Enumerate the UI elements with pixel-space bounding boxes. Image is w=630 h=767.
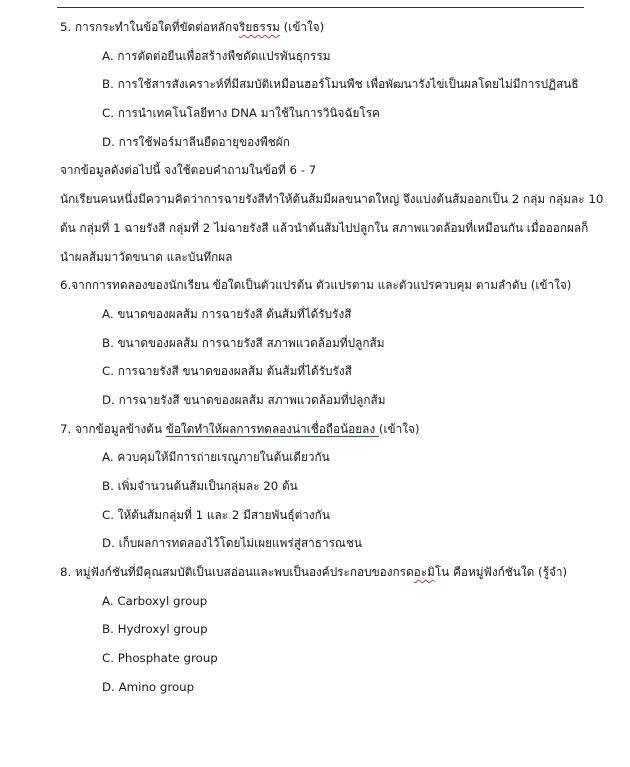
passage-line: นักเรียนคนหนึ่งมีความคิดว่าการฉายรังสีทำให้ต้นส้มมีผลขนาดใหญ่ จึงแบ่งต้นส้มออกเป็น 2 กลุ่ม กลุ่มละ 10 bbox=[60, 192, 604, 207]
q7-option-a: A. ควบคุมให้มีการถ่ายเรณูภายในต้นเดียวกัน bbox=[102, 450, 330, 465]
q5-option-a: A. การตัดต่อยีนเพื่อสร้างพืชดัดแปรพันธุกรรม bbox=[102, 48, 331, 63]
question-6: 6.จากการทดลองของนักเรียน ข้อใดเป็นตัวแปรต้น ตัวแปรตาม และตัวแปรควบคุม ตามลำดับ (เข้าใจ) bbox=[60, 278, 572, 293]
document-body bbox=[0, 13, 630, 702]
passage-line: นำผลส้มมาวัดขนาด และบันทึกผล bbox=[60, 249, 233, 264]
top-rule bbox=[57, 7, 584, 8]
q7-option-c: C. ให้ต้นส้มกลุ่มที่ 1 และ 2 มีสายพันธุ์ต่างกัน bbox=[102, 507, 330, 522]
q6-option-d: D. การฉายรังสี ขนาดของผลส้ม สภาพแวดล้อมที่ปลูกส้ม bbox=[102, 392, 386, 407]
q8-option-a: A. Carboxyl group bbox=[102, 593, 208, 608]
question-5-level: (เข้าใจ) bbox=[279, 20, 325, 34]
q6-option-b: B. ขนาดของผลส้ม การฉายรังสี สภาพแวดล้อมที่ปลูกส้ม bbox=[102, 335, 385, 350]
question-7-prefix: 7. จากข้อมูลข้างต้น bbox=[60, 421, 166, 436]
question-8-text: 8. หมู่ฟังก์ชันที่มีคุณสมบัติเป็นเบสอ่อนและพบเป็นองค์ประกอบของกรด bbox=[60, 565, 414, 580]
q6-option-a: A. ขนาดของผลส้ม การฉายรังสี ต้นส้มที่ได้รับรังสี bbox=[102, 306, 352, 321]
q5-option-d: D. การใช้ฟอร์มาลีนยืดอายุของพืชผัก bbox=[102, 134, 290, 149]
question-7-underlined: ข้อใดทำให้ผลการทดลองน่าเชื่อถือน้อยลง bbox=[165, 421, 379, 436]
question-8 bbox=[0, 558, 630, 587]
passage-intro: จากข้อมูลดังต่อไปนี้ จงใช้ตอบคำถามในข้อที่ 6 - 7 bbox=[60, 163, 317, 178]
question-8-level: โน คือหมู่ฟังก์ชันใด (รู้จำ) bbox=[434, 565, 568, 580]
q5-option-b: B. การใช้สารสังเคราะห์ที่มีสมบัติเหมือนฮอร์โมนพืช เพื่อพัฒนารังไข่เป็นผลโดยไม่มีการปฏิสนธิ bbox=[102, 77, 579, 92]
q8-option-b: B. Hydroxyl group bbox=[102, 622, 208, 637]
q7-option-d: D. เก็บผลการทดลองไว้โดยไม่เผยแพร่สู่สาธารณชน bbox=[102, 536, 362, 551]
question-5-text: 5. การกระทำในข้อใดที่ขัดต่อหลักจ bbox=[60, 20, 240, 34]
q8-option-d: D. Amino group bbox=[102, 679, 195, 694]
q6-option-c: C. การฉายรังสี ขนาดของผลส้ม ต้นส้มที่ได้รับรังสี bbox=[102, 364, 352, 379]
question-7 bbox=[0, 415, 630, 444]
spellcheck-word: ริยธรรม bbox=[239, 20, 280, 34]
question-7-level: (เข้าใจ) bbox=[378, 421, 420, 436]
question-5 bbox=[0, 13, 630, 42]
q8-option-c: C. Phosphate group bbox=[102, 651, 218, 666]
q5-option-c: C. การนำเทคโนโลยีทาง DNA มาใช้ในการวินิจฉัยโรค bbox=[102, 106, 380, 121]
spellcheck-word: อะมิ bbox=[413, 565, 435, 580]
passage-line: ต้น กลุ่มที่ 1 ฉายรังสี กลุ่มที่ 2 ไม่ฉายรังสี แล้วนำต้นส้มไปปลูกใน สภาพแวดล้อมที่เหมือนกัน เมื่อออกผลก็ bbox=[60, 220, 589, 235]
q7-option-b: B. เพิ่มจำนวนต้นส้มเป็นกลุ่มละ 20 ต้น bbox=[102, 479, 298, 493]
